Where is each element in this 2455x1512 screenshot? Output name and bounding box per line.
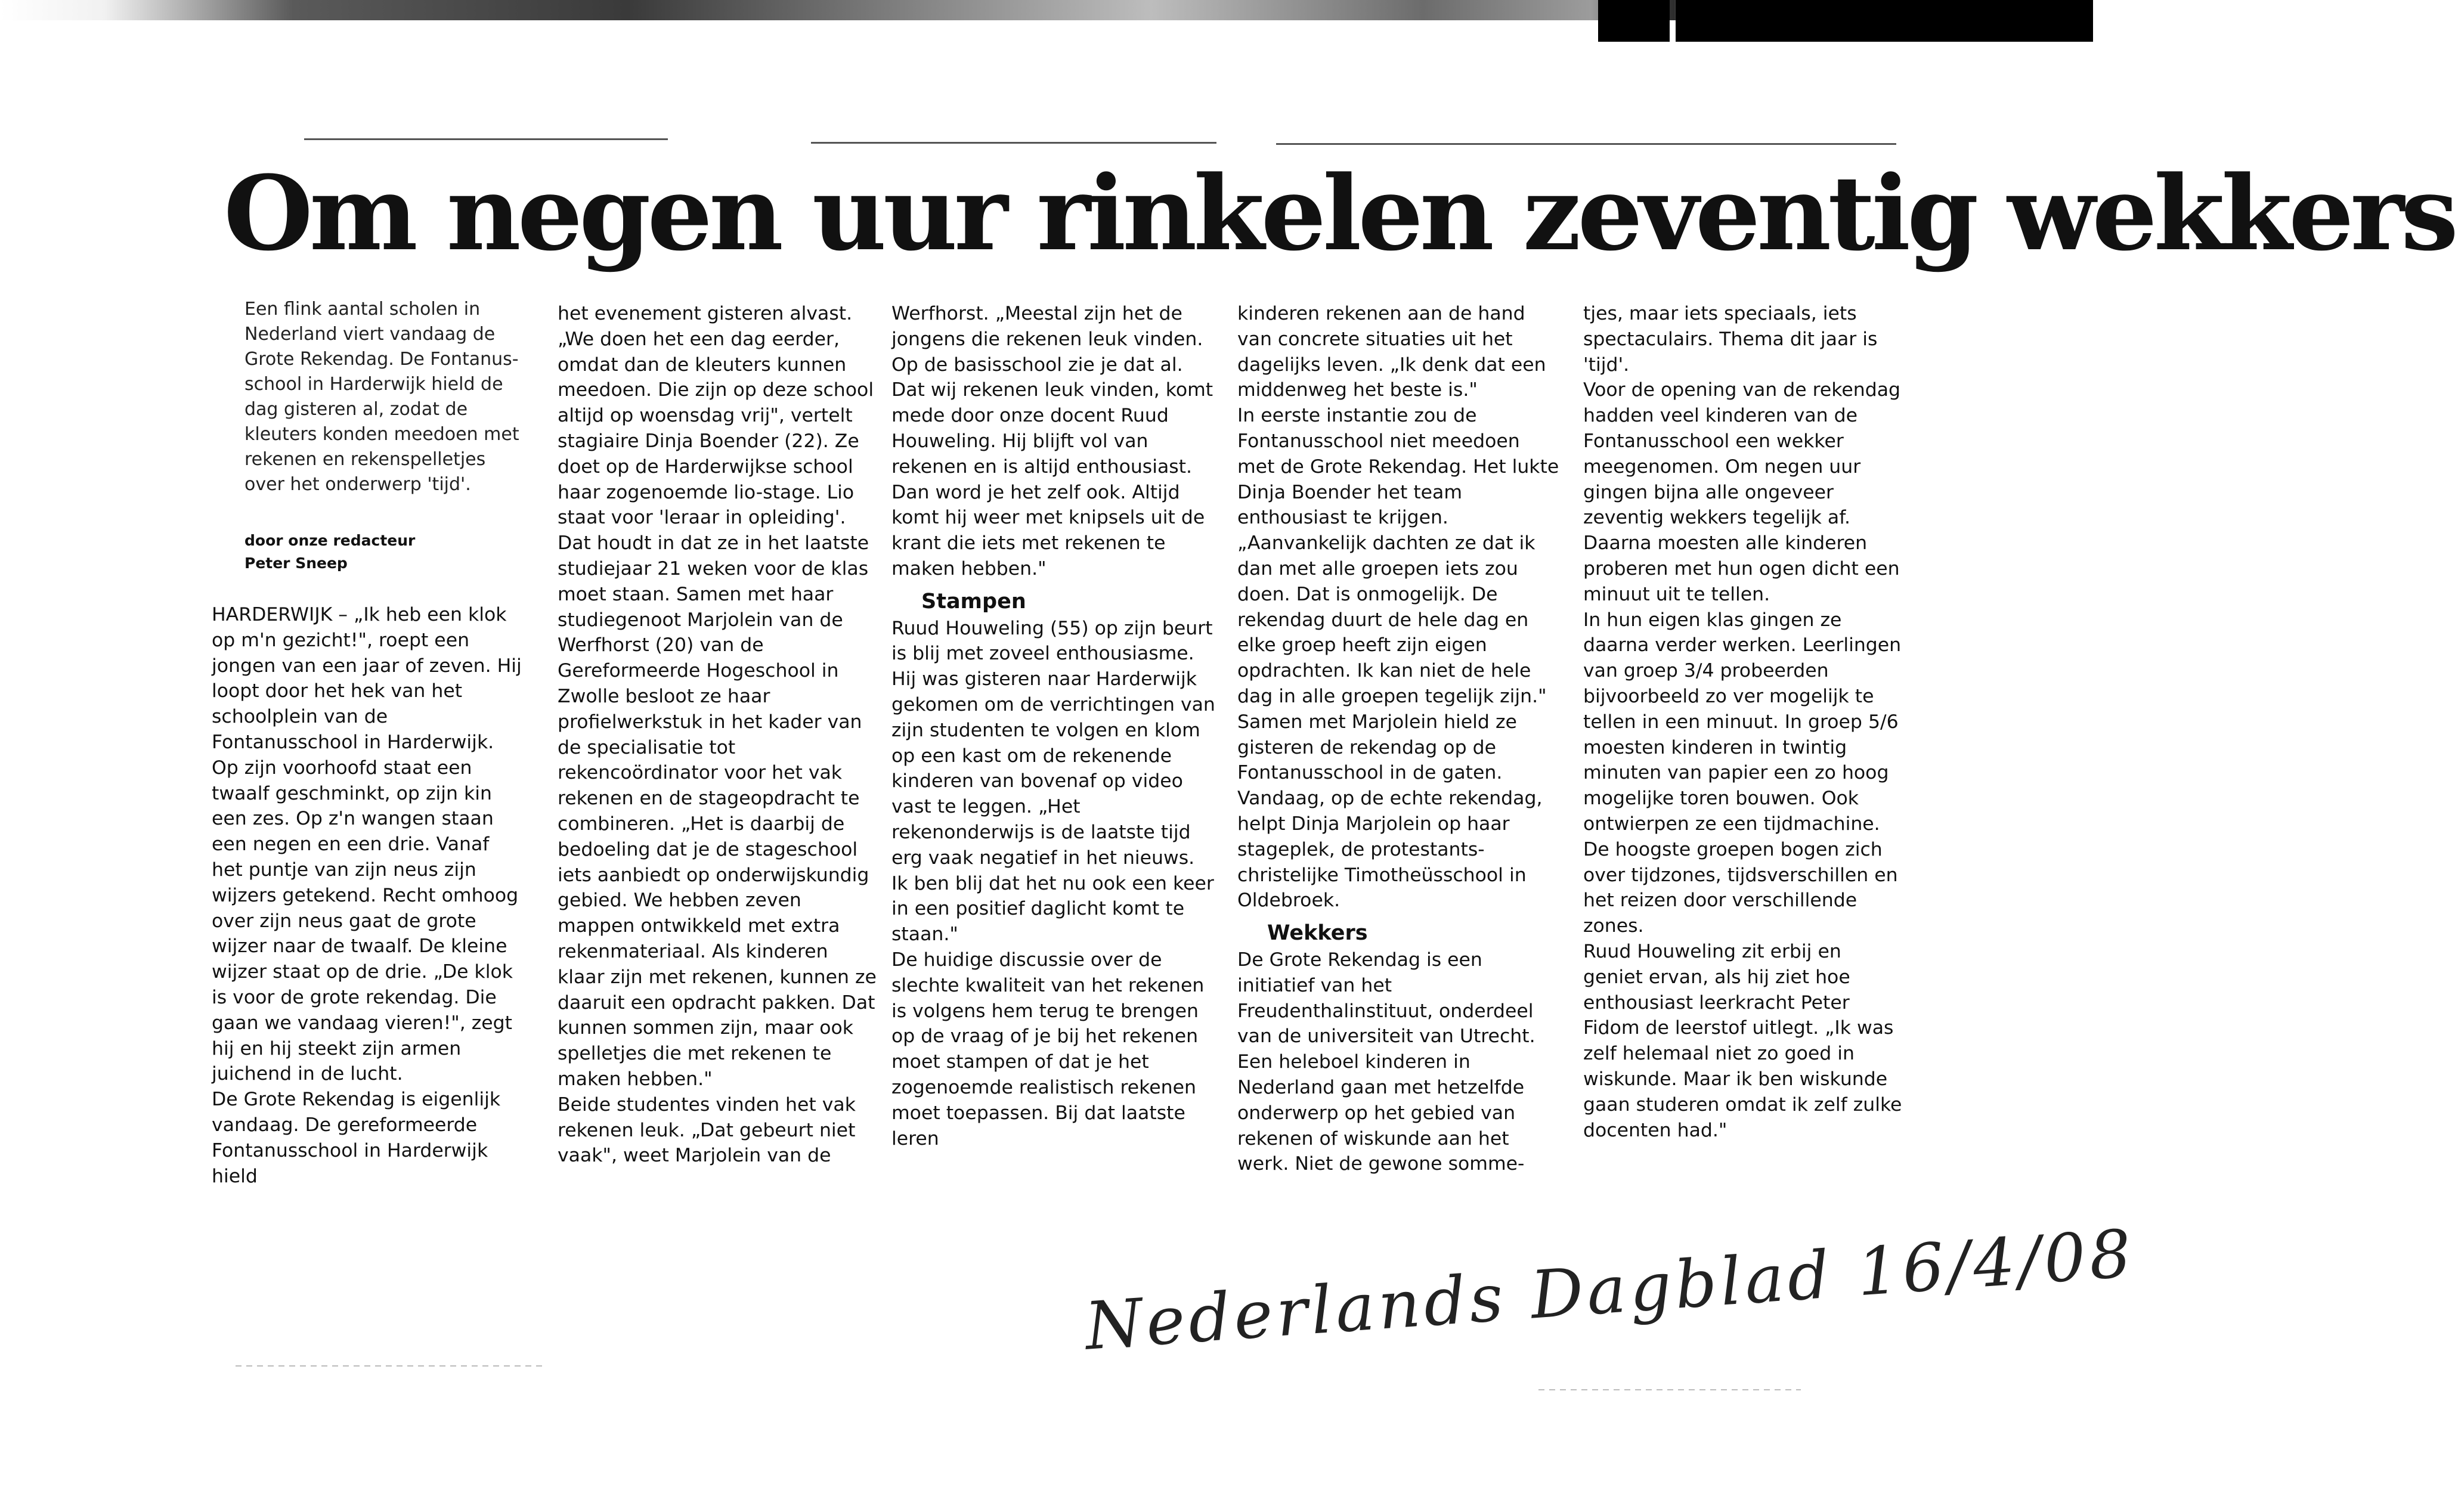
article-column-1 — [212, 602, 522, 1189]
paragraph: Werfhorst. „Meestal zijn het de jongens die rekenen leuk vinden. Op de basisschool zie je dat al. Dat wij rekenen leuk vinden, komt mede door onze docent Ruud Houweling. Hij blijft vol van rekenen en is altijd enthousiast. Dan word je het zelf ook. Altijd komt hij weer met knipsels uit de krant die iets met rekenen te maken hebben." — [891, 303, 1213, 580]
paragraph: Voor de opening van de rekendag hadden veel kinderen van de Fontanusschool een wekker meegenomen. Om negen uur gingen bijna alle ongeveer zeventig wekkers tegelijk af. Daarna moesten alle kinderen proberen met hun ogen dicht een minuut uit te tellen. — [1583, 379, 1901, 605]
subheading-wekkers: Wekkers — [1267, 921, 1368, 946]
handwritten-source-note: Nederlands Dagblad 16/4/08 — [1082, 1215, 2137, 1365]
article-column-5 — [1583, 301, 1905, 1143]
paragraph: Ruud Houweling (55) op zijn beurt is blij met zoveel enthousiasme. Hij was gisteren naar Harderwijk gekomen om de verrichtingen van zijn studenten te volgen en klom op een kast om de rekenende kinderen van bovenaf op video vast te leggen. „Het rekenonderwijs is de laatste tijd erg vaak negatief in het nieuws. Ik ben blij dat het nu ook een keer in een positief daglicht komt te staan." — [891, 617, 1215, 946]
paragraph: tjes, maar iets speciaals, iets spectaculairs. Thema dit jaar is 'tijd'. — [1583, 303, 1878, 376]
paragraph: Samen met Marjolein hield ze gisteren de rekendag op de Fontanusschool in de gaten. Vandaag, op de echte rekendag, helpt Dinja Marjolein op haar stageplek, de protestants-christelijke Timotheüsschool in Oldebroek. — [1237, 711, 1543, 912]
scan-edge-black — [1598, 0, 1670, 42]
top-rule — [811, 142, 1216, 144]
paragraph: De Grote Rekendag is een initiatief van het Freudenthalinstituut, onderdeel van de universiteit van Utrecht. Een heleboel kinderen in Nederland gaan met hetzelfde onderwerp op het gebied van rekenen of wiskunde aan het werk. Niet de gewone somme- — [1237, 949, 1535, 1175]
article-headline: Om negen uur rinkelen zeventig wekkers — [224, 153, 2455, 274]
paragraph: HARDERWIJK – „Ik heb een klok op m'n gezicht!", roept een jongen van een jaar of zeven. Hij loopt door het hek van het schoolplein van de Fontanusschool in Harderwijk. Op zijn voorhoofd staat een twaalf geschminkt, op zijn kin een zes. Op z'n wangen staan een negen en een drie. Vanaf het puntje van zijn neus zijn wijzers getekend. Recht omhoog over zijn neus gaat de grote wijzer naar de twaalf. De kleine wijzer staat op de drie. „De klok is voor de grote rekendag. Die gaan we vandaag vieren!", zegt hij en hij steekt zijn armen juichend in de lucht. — [212, 604, 522, 1085]
scan-artifact-line — [1538, 1389, 1801, 1390]
paragraph: De huidige discussie over de slechte kwaliteit van het rekenen is volgens hem terug te brengen op de vraag of je bij het rekenen moet stampen of dat je het zogenoemde realistisch rekenen moet toepassen. Bij dat laatste leren — [891, 949, 1205, 1150]
subheading-stampen: Stampen — [921, 589, 1026, 614]
byline-author: Peter Sneep — [244, 554, 348, 572]
scan-edge-black — [1676, 0, 2093, 42]
paragraph: kinderen rekenen aan de hand van concrete situaties uit het dagelijks leven. „Ik denk dat een middenweg het beste is." — [1237, 303, 1546, 401]
paragraph: Beide studentes vinden het vak rekenen leuk. „Dat gebeurt niet vaak", weet Marjolein van de — [558, 1093, 856, 1167]
article-column-4 — [1237, 301, 1562, 1177]
article-column-2 — [558, 301, 880, 1169]
scan-artifact-line — [236, 1365, 546, 1367]
article-intro: Een flink aantal scholen in Nederland viert vandaag de Grote Rekendag. De Fontanus-school in Harderwijk hield de dag gisteren al, zodat de kleuters konden meedoen met rekenen en rekenspelletjes over het onderwerp 'tijd'. — [244, 299, 519, 495]
paragraph: In eerste instantie zou de Fontanusschool niet meedoen met de Grote Rekendag. Het lukte Dinja Boender het team enthousiast te krijgen. „Aanvankelijk dachten ze dat ik dan met alle groepen iets zou doen. Dat is onmogelijk. De rekendag duurt de hele dag en elke groep heeft zijn eigen opdrachten. Ik kan niet de hele dag in alle groepen tegelijk zijn." — [1237, 405, 1559, 707]
article-column-3 — [891, 301, 1216, 1151]
top-rule — [1276, 143, 1896, 145]
paragraph: In hun eigen klas gingen ze daarna verder werken. Leerlingen van groep 3/4 probeerden bijvoorbeeld zo ver mogelijk te tellen in een minuut. In groep 5/6 moesten kinderen in twintig minuten van papier een zo hoog mogelijke toren bouwen. Ook ontwierpen ze een tijdmachine. De hoogste groepen bogen zich over tijdzones, tijdsverschillen en het reizen door verschillende zones. — [1583, 609, 1902, 937]
article-byline — [244, 529, 525, 575]
paragraph: Ruud Houweling zit erbij en geniet ervan, als hij ziet hoe enthousiast leerkracht Peter Fidom de leerstof uitlegt. „Ik was zelf helemaal niet zo goed in wiskunde. Maar ik ben wiskunde gaan studeren omdat ik zelf zulke docenten had." — [1583, 940, 1902, 1141]
paragraph: het evenement gisteren alvast. „We doen het een dag eerder, omdat dan de kleuters kunnen meedoen. Die zijn op deze school altijd op woensdag vrij", vertelt stagiaire Dinja Boender (22). Ze doet op de Harderwijkse school haar zogenoemde lio-stage. Lio staat voor 'leraar in opleiding'. Dat houdt in dat ze in het laatste studiejaar 21 weken voor de klas moet staan. Samen met haar studiegenoot Marjolein van de Werfhorst (20) van de Gereformeerde Hogeschool in Zwolle besloot ze haar profielwerkstuk in het kader van de specialisatie tot rekencoördinator voor het vak rekenen en de stageopdracht te combineren. „Het is daarbij de bedoeling dat je de stageschool iets aanbiedt op onderwijskundig gebied. We hebben zeven mappen ontwikkeld met extra rekenmateriaal. Als kinderen klaar zijn met rekenen, kunnen ze daaruit een opdracht pakken. Dat kunnen sommen zijn, maar ook spelletjes die met rekenen te maken hebben." — [558, 303, 877, 1090]
paragraph: De Grote Rekendag is eigenlijk vandaag. De gereformeerde Fontanusschool in Harderwijk hield — [212, 1089, 501, 1187]
byline-label: door onze redacteur — [244, 532, 416, 549]
top-rule — [304, 138, 668, 140]
